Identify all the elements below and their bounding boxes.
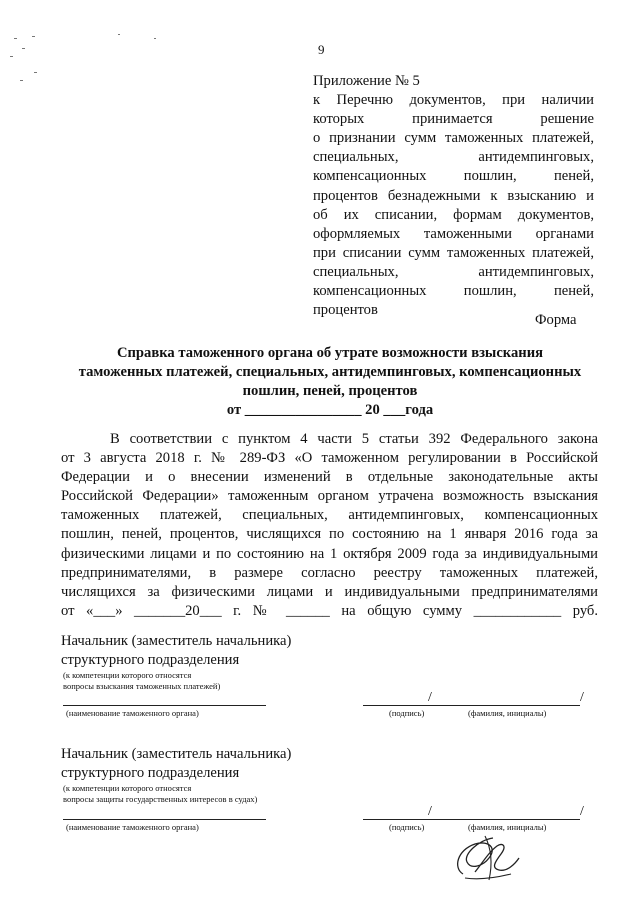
appendix-line: процентов bbox=[313, 302, 378, 319]
signature-line bbox=[363, 705, 580, 706]
title-line: Справка таможенного органа об утрате возможности взыскания bbox=[116, 345, 544, 361]
slash-separator: / bbox=[428, 804, 432, 819]
signature-line bbox=[363, 819, 580, 820]
appendix-title: Приложение № 5 bbox=[313, 73, 420, 89]
appendix-line: процентов безнадежными к взысканию и bbox=[313, 187, 594, 204]
appendix-line: которых принимается решение bbox=[313, 111, 594, 128]
slash-separator: / bbox=[580, 804, 584, 819]
org-name-line bbox=[63, 819, 266, 820]
appendix-line: компенсационных пошлин, пеней, bbox=[313, 283, 594, 300]
body-line: предпринимателями, в размере согласно реестру таможенных платежей, bbox=[61, 564, 598, 581]
name-caption: (фамилия, инициалы) bbox=[468, 708, 547, 718]
body-line: Федерации и о внесении изменений в отдельные законодательные акты bbox=[61, 469, 598, 486]
body-line: числящихся за физическими лицами и индивидуальными предпринимателями bbox=[61, 583, 598, 600]
body-line: В соответствии с пунктом 4 части 5 статьи 392 Федерального закона bbox=[110, 431, 598, 447]
title-line: таможенных платежей, специальных, антидемпинговых, компенсационных bbox=[78, 364, 582, 380]
signer-note: вопросы защиты государственных интересов в судах) bbox=[63, 794, 258, 804]
appendix-line: о признании сумм таможенных платежей, bbox=[313, 130, 594, 147]
signer-unit: структурного подразделения bbox=[61, 652, 240, 668]
org-caption: (наименование таможенного органа) bbox=[66, 822, 199, 832]
form-label: Форма bbox=[535, 312, 577, 328]
document-title bbox=[60, 344, 600, 420]
page-number: 9 bbox=[318, 42, 325, 57]
appendix-line: оформляемых таможенными органами bbox=[313, 225, 594, 242]
appendix-block bbox=[313, 72, 594, 320]
signer-title: Начальник (заместитель начальника) bbox=[61, 746, 292, 762]
signature-caption: (подпись) bbox=[389, 708, 425, 718]
slash-separator: / bbox=[428, 690, 432, 705]
slash-separator: / bbox=[580, 690, 584, 705]
handwritten-signature bbox=[445, 828, 525, 890]
signature-caption: (подпись) bbox=[389, 822, 425, 832]
org-caption: (наименование таможенного органа) bbox=[66, 708, 199, 718]
appendix-line: к Перечню документов, при наличии bbox=[313, 92, 594, 109]
appendix-line: специальных, антидемпинговых, bbox=[313, 149, 594, 166]
signer-title: Начальник (заместитель начальника) bbox=[61, 633, 292, 649]
title-date-line: от ________________ 20 ___года bbox=[226, 402, 434, 418]
body-line: таможенных платежей, специальных, антидемпинговых, компенсационных bbox=[61, 507, 598, 524]
org-name-line bbox=[63, 705, 266, 706]
appendix-line: при списании сумм таможенных платежей, bbox=[313, 244, 594, 261]
body-paragraph bbox=[61, 430, 598, 621]
appendix-line: компенсационных пошлин, пеней, bbox=[313, 168, 594, 185]
body-line: от «___» _______20___ г. № ______ на общую сумму ____________ руб. bbox=[61, 602, 598, 619]
appendix-line: об их списании, формам документов, bbox=[313, 206, 594, 223]
body-line: от 3 августа 2018 г. № 289-ФЗ «О таможенном регулировании в Российской bbox=[61, 450, 598, 467]
signer-unit: структурного подразделения bbox=[61, 765, 240, 781]
signer-note: вопросы взыскания таможенных платежей) bbox=[63, 681, 221, 691]
title-line: пошлин, пеней, процентов bbox=[242, 383, 418, 399]
signer-note: (к компетенции которого относятся bbox=[63, 670, 192, 680]
name-caption: (фамилия, инициалы) bbox=[468, 822, 547, 832]
body-line: пошлин, пеней, процентов, числящихся по состоянию на 1 января 2016 года за bbox=[61, 526, 598, 543]
appendix-line: специальных, антидемпинговых, bbox=[313, 263, 594, 280]
body-line: Российской Федерации» таможенным органом утрачена возможность взыскания bbox=[61, 488, 598, 505]
signer-note: (к компетенции которого относятся bbox=[63, 783, 192, 793]
body-line: физическими лицами и по состоянию на 1 октября 2009 года за индивидуальными bbox=[61, 545, 598, 562]
